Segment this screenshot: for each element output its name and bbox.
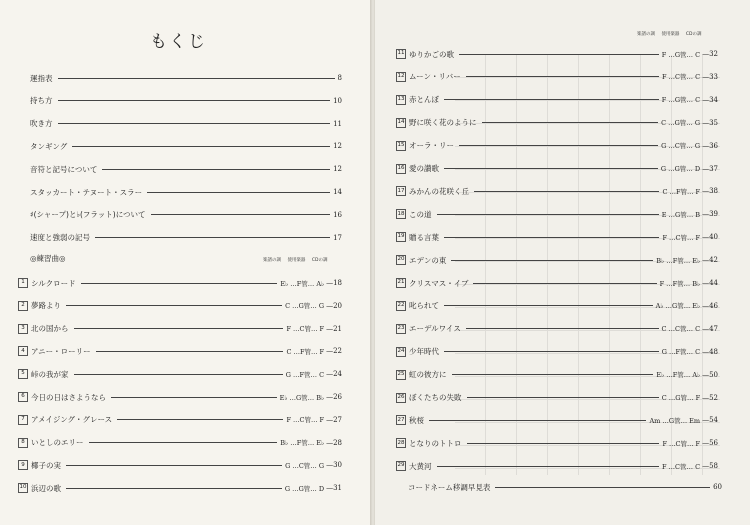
dash-separator: — (702, 370, 710, 379)
page-number: 21 (333, 324, 342, 333)
entry-title: クリスマス・イブ (409, 278, 469, 288)
leader-line (102, 169, 330, 170)
section-label: ◎練習曲◎ (30, 254, 66, 263)
page-number: 38 (709, 187, 718, 196)
dash-separator: — (702, 462, 710, 471)
key-info: F …C管… F (662, 233, 701, 242)
toc-entry[interactable] (30, 117, 342, 131)
song-entry[interactable] (396, 47, 718, 61)
song-entry[interactable] (396, 230, 718, 244)
entry-title: シルクロード (31, 278, 76, 288)
track-number: 9 (18, 460, 28, 470)
entry-title: エーデルワイス (409, 324, 461, 334)
page-number: 22 (333, 347, 342, 356)
entry-title: 叱られて (409, 301, 439, 311)
col-cd-2: CDの調 (685, 32, 702, 37)
song-entry[interactable] (396, 93, 718, 107)
page-number: 14 (333, 188, 342, 196)
col-instrument-2: 使用楽器 (661, 32, 680, 37)
song-entry[interactable] (18, 458, 342, 472)
entry-title: となりのトトロ (409, 438, 462, 448)
entry-title: ゆりかごの歌 (409, 49, 454, 59)
page-number: 35 (709, 118, 718, 127)
key-info: B♭ …F管… E♭ (280, 439, 325, 448)
leader-line (444, 237, 659, 238)
entry-title: いとしのエリー (31, 438, 84, 448)
col-instrument: 使用楽器 (287, 258, 306, 263)
song-entry[interactable] (396, 299, 718, 313)
page-number: 34 (709, 95, 718, 104)
song-entry[interactable] (396, 391, 718, 405)
leader-line (474, 191, 659, 192)
dash-separator: — (702, 324, 710, 333)
dash-separator: — (326, 324, 334, 333)
leader-line (451, 260, 653, 261)
page-number: 12 (333, 142, 342, 151)
page-number: 27 (333, 415, 342, 424)
dash-separator: — (702, 439, 710, 448)
dash-separator: — (702, 256, 710, 265)
entry-title: 音符と記号について (30, 164, 98, 174)
key-info: E♭ …F管… A♭ (280, 279, 325, 288)
dash-separator: — (326, 415, 334, 424)
key-info: G …C管… G (661, 142, 701, 151)
entry-title: アメイジング・グレース (31, 415, 113, 425)
key-info: C …G管… F (661, 394, 701, 402)
track-number: 22 (396, 301, 406, 311)
track-number: 8 (18, 438, 28, 448)
page-number: 44 (709, 279, 718, 287)
leader-line (466, 328, 659, 329)
left-page (0, 0, 371, 525)
track-number: 4 (18, 346, 28, 356)
page-number: 18 (333, 279, 342, 287)
entry-title: エデンの東 (409, 255, 447, 265)
page-number: 40 (709, 233, 718, 242)
dash-separator: — (702, 95, 710, 104)
toc-entry[interactable] (30, 185, 342, 199)
song-entry[interactable] (396, 139, 718, 153)
leader-line (151, 214, 331, 215)
toc-entry[interactable] (30, 139, 342, 153)
entry-title: スタッカート・テヌート・スラー (30, 187, 143, 197)
page-number: 54 (709, 416, 718, 425)
track-number: 7 (18, 415, 28, 425)
song-entry[interactable] (396, 70, 718, 84)
song-entry[interactable] (396, 184, 718, 198)
col-key: 楽譜の調 (263, 258, 281, 263)
song-entry[interactable] (396, 207, 718, 221)
dash-separator: — (702, 118, 710, 127)
entry-title: 速度と強弱の記号 (30, 233, 90, 243)
key-info: C …G管… G (285, 302, 325, 311)
key-info: A♭ …G管… E♭ (655, 302, 701, 311)
leader-line (58, 78, 335, 79)
song-entry[interactable] (396, 322, 718, 336)
toc-entry[interactable] (30, 231, 342, 245)
toc-entry[interactable] (30, 162, 342, 176)
entry-title: 少年時代 (409, 347, 439, 357)
dash-separator: — (326, 370, 334, 379)
leader-line (147, 192, 330, 193)
track-number: 18 (396, 209, 406, 219)
entry-title: コードネーム移調早見表 (408, 482, 491, 492)
track-number: 13 (396, 95, 406, 105)
key-info: F …C管… F (286, 416, 325, 425)
dash-separator: — (702, 347, 710, 356)
leader-line (459, 54, 659, 55)
track-number: 5 (18, 369, 28, 379)
key-info: F …C管… F (286, 325, 325, 334)
leader-line (467, 443, 660, 444)
track-number: 27 (396, 415, 406, 425)
track-number: 21 (396, 278, 406, 288)
leader-line (437, 466, 659, 467)
entry-title: 浜辺の歌 (31, 483, 61, 493)
leader-line (452, 374, 654, 375)
key-info: F …F管… B♭ (659, 279, 701, 288)
key-info: F …G管… C (661, 96, 701, 105)
toc-entry[interactable] (30, 71, 342, 85)
leader-line (444, 305, 653, 306)
song-entry[interactable] (18, 322, 342, 336)
page-number: 8 (337, 74, 342, 82)
track-number: 1 (18, 278, 28, 288)
key-info: G …F管… C (285, 370, 325, 379)
page-number: 50 (709, 370, 718, 379)
entry-title: 持ち方 (30, 96, 53, 106)
entry-title: 大黄河 (409, 461, 432, 471)
track-number: 14 (396, 118, 406, 128)
leader-line (117, 419, 283, 420)
leader-line (66, 465, 282, 466)
leader-line (95, 237, 330, 238)
track-number: 29 (396, 461, 406, 471)
leader-line (58, 123, 331, 124)
track-number: 15 (396, 141, 406, 151)
track-number: 3 (18, 324, 28, 334)
dash-separator: — (702, 301, 710, 310)
leader-line (444, 351, 659, 352)
leader-line (466, 76, 659, 77)
track-number: 26 (396, 393, 406, 403)
page-number: 60 (713, 483, 722, 491)
leader-line (66, 488, 282, 489)
leader-line (89, 442, 278, 443)
entry-title: 峠の我が家 (31, 369, 69, 379)
page-title: もくじ (150, 32, 207, 52)
track-number: 2 (18, 301, 28, 311)
col-key-2: 楽譜の調 (637, 32, 655, 37)
entry-title: 今日の日はさようなら (31, 392, 106, 402)
page-number: 17 (333, 233, 342, 242)
song-entry[interactable] (396, 162, 718, 176)
dash-separator: — (326, 438, 334, 447)
track-number: 28 (396, 438, 406, 448)
entry-title: 贈る言葉 (409, 232, 439, 242)
track-number: 12 (396, 72, 406, 82)
song-entry[interactable] (396, 436, 718, 450)
track-number: 23 (396, 324, 406, 334)
page-number: 20 (333, 301, 342, 310)
dash-separator: — (702, 187, 710, 196)
leader-line (96, 351, 284, 352)
toc-entry[interactable] (30, 208, 342, 222)
song-entry[interactable] (396, 459, 718, 473)
page-number: 47 (709, 324, 718, 333)
song-entry[interactable] (18, 413, 342, 427)
dash-separator: — (326, 301, 334, 310)
dash-separator: — (326, 347, 334, 356)
entry-title: この道 (409, 209, 432, 219)
entry-title: 野に咲く花のように (409, 118, 477, 128)
song-entry[interactable] (396, 276, 718, 290)
entry-title: 虹の彼方に (409, 370, 447, 380)
leader-line (58, 100, 331, 101)
entry-title: 運指表 (30, 73, 53, 83)
key-info: C …F管… F (286, 347, 325, 356)
dash-separator: — (326, 393, 334, 401)
page-number: 31 (333, 484, 342, 493)
page-number: 24 (333, 370, 342, 379)
leader-line (81, 283, 278, 284)
track-number: 16 (396, 164, 406, 174)
column-header-right (632, 31, 701, 37)
key-info: G …F管… C (661, 348, 701, 357)
entry-title: 北の国から (31, 324, 69, 334)
key-info: G …G管… D (284, 484, 325, 493)
toc-entry[interactable] (30, 94, 342, 108)
key-info: F …C管… F (662, 439, 701, 448)
song-entry[interactable] (396, 368, 718, 382)
dash-separator: — (702, 50, 710, 58)
track-number: 6 (18, 392, 28, 402)
song-entry[interactable] (18, 276, 342, 290)
song-entry[interactable] (18, 367, 342, 381)
entry-title: ♯(シャープ)と♭(フラット)について (30, 210, 146, 220)
song-entry[interactable] (396, 253, 718, 267)
song-entry[interactable] (396, 345, 718, 359)
dash-separator: — (702, 72, 710, 81)
leader-line (429, 420, 646, 421)
song-entry[interactable] (18, 390, 342, 404)
dash-separator: — (702, 141, 710, 150)
page-number: 28 (333, 438, 342, 447)
page-number: 36 (709, 141, 718, 150)
page-number: 39 (709, 210, 718, 219)
page-number: 30 (333, 461, 342, 470)
track-number: 17 (396, 186, 406, 196)
dash-separator: — (326, 461, 334, 470)
key-info: C …C管… C (661, 325, 701, 334)
key-info: C …G管… G (661, 119, 701, 128)
key-info: G …C管… G (285, 461, 325, 470)
key-info: F …C管… C (661, 73, 701, 82)
key-info: G …G管… D (660, 165, 701, 173)
leader-line (74, 328, 284, 329)
entry-title: 愛の讃歌 (409, 164, 439, 173)
leader-line (467, 397, 659, 398)
entry-title: ムーン・リバー (409, 72, 461, 82)
page-number: 32 (709, 50, 718, 58)
entry-title: みかんの花咲く丘 (409, 186, 469, 196)
page-number: 56 (709, 439, 718, 448)
entry-title: 椰子の実 (31, 460, 61, 470)
page-number: 33 (709, 72, 718, 81)
page-number: 58 (709, 462, 718, 471)
key-info: F …C管… C (661, 462, 701, 471)
entry-title: タンギング (30, 141, 68, 151)
song-entry[interactable] (18, 481, 342, 495)
page-number: 26 (333, 393, 342, 401)
key-info: Am …G管… Em (649, 416, 701, 425)
entry-title: 夢路より (31, 301, 61, 311)
leader-line (444, 168, 658, 169)
page-number: 16 (333, 210, 342, 219)
track-number: 10 (18, 483, 28, 493)
page-number: 12 (333, 165, 342, 174)
toc-entry-appendix[interactable] (408, 480, 722, 494)
leader-line (437, 214, 659, 215)
leader-line (72, 146, 330, 147)
entry-title: 秋桜 (409, 415, 424, 425)
dash-separator: — (702, 233, 710, 242)
song-entry[interactable] (396, 116, 718, 130)
leader-line (74, 374, 283, 375)
track-number: 24 (396, 347, 406, 357)
song-entry[interactable] (18, 344, 342, 358)
track-number: 11 (396, 49, 406, 59)
key-info: C …F管… F (662, 187, 701, 196)
song-entry[interactable] (396, 413, 718, 427)
leader-line (444, 99, 659, 100)
leader-line (473, 283, 656, 284)
leader-line (66, 305, 282, 306)
page-number: 48 (709, 347, 718, 356)
track-number: 19 (396, 232, 406, 242)
song-entry[interactable] (18, 299, 342, 313)
column-header-left (258, 257, 327, 263)
page-number: 42 (709, 256, 718, 265)
dash-separator: — (326, 279, 334, 287)
key-info: F …G管… C (661, 50, 701, 59)
dash-separator: — (702, 416, 710, 425)
entry-title: オーラ・リー (409, 141, 454, 151)
track-number: 20 (396, 255, 406, 265)
entry-title: 吹き方 (30, 119, 53, 129)
entry-title: アニー・ローリー (31, 346, 91, 356)
entry-title: ぼくたちの失敗 (409, 393, 462, 402)
dash-separator: — (702, 210, 710, 219)
page-number: 10 (333, 96, 342, 105)
leader-line (495, 487, 710, 488)
page-number: 37 (709, 164, 718, 173)
key-info: E♭ …G管… B♭ (279, 393, 325, 402)
key-info: B♭ …F管… E♭ (656, 256, 701, 265)
song-entry[interactable] (18, 436, 342, 450)
dash-separator: — (326, 484, 334, 493)
col-cd: CDの調 (311, 258, 328, 263)
dash-separator: — (702, 164, 710, 173)
leader-line (482, 122, 659, 123)
leader-line (459, 145, 658, 146)
key-info: E …G管… B (661, 210, 701, 219)
key-info: E♭ …F管… A♭ (656, 371, 701, 380)
dash-separator: — (702, 393, 710, 402)
page-number: 11 (333, 119, 342, 128)
track-number: 25 (396, 370, 406, 380)
page-number: 52 (709, 393, 718, 402)
entry-title: 赤とんぼ (409, 95, 439, 105)
dash-separator: — (702, 279, 710, 287)
page-number: 46 (709, 301, 718, 310)
leader-line (111, 397, 277, 398)
